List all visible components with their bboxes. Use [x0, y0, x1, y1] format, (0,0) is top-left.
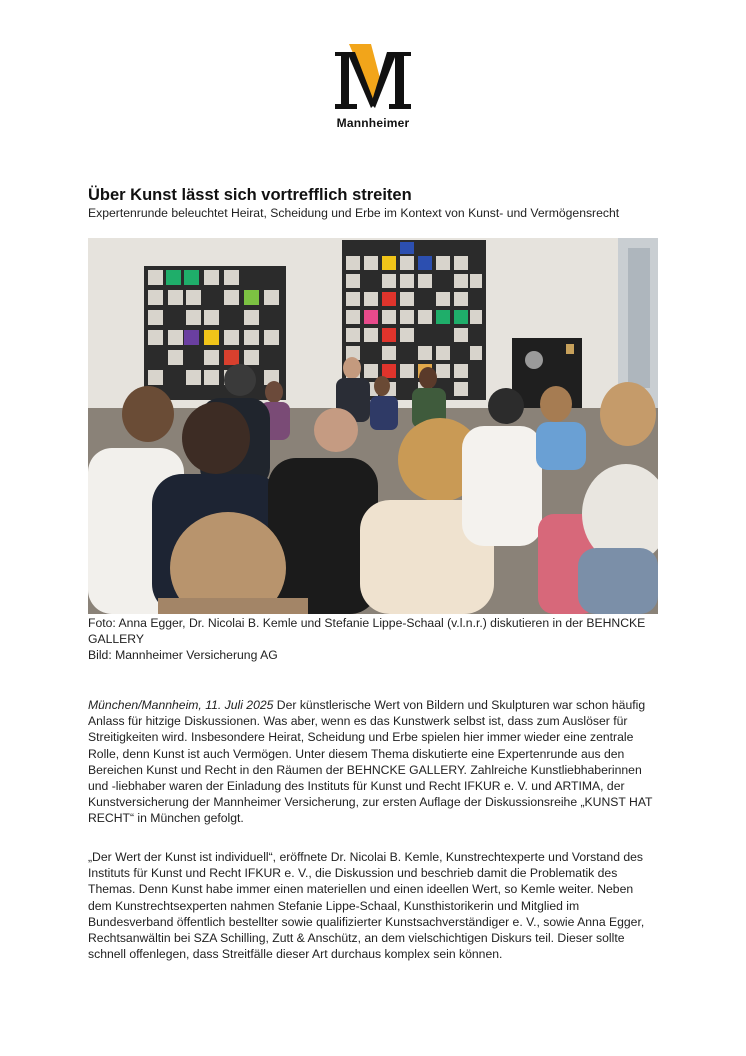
body-paragraph-2: „Der Wert der Kunst ist individuell“, eröffnete Dr. Nicolai B. Kemle, Kunstrechtexperte und Vorstand des Instituts für Kunst und Recht IFKUR e. V., die Diskussion und beschrieb damit die Problematik des Themas. Denn Kunst habe immer einen materiellen und einen ideellen Wert, so Kemle weiter. Neben dem Kunstrechtsexperten nahmen Stefanie Lippe-Schaal, Kunsthistorikerin und Mitglied im Bundesverband öffentlich bestellter sowie qualifizierter Kunstsachverständiger e. V., sowie Anna Egger, Rechtsanwältin bei SZA Schilling, Zutt & Anschütz, an dem vielschichtigen Diskurs teil. Dieser sollte schnell offenlegen, dass Streitfälle dieser Art durchaus komplex sein können.	[88, 850, 645, 962]
brand-name: Mannheimer	[336, 116, 410, 130]
caption-credit: Bild: Mannheimer Versicherung AG	[88, 648, 278, 662]
headline: Über Kunst lässt sich vortrefflich streiten	[88, 186, 412, 204]
paragraph-1-text: Der künstlerische Wert von Bildern und Skulpturen war schon häufig Anlass für hitzige Diskussionen. Was aber, wenn es das Kunstwerk selbst ist, dass zum Auslöser für Streitigkeiten wird. Insbesondere Heirat, Scheidung und Erbe spielen hier immer wieder eine zentrale Rolle, denn Kunst ist auch Vermögen. Unter diesem Thema diskutierte eine Expertenrunde aus den Bereichen Kunst und Recht in den Räumen der BEHNCKE GALLERY. Zahlreiche Kunstliebhaberinnen und -liebhaber waren der Einladung des Instituts für Kunst und Recht IFKUR e. V. und ARTIMA, der Kunstversicherung der Mannheimer Versicherung, zur ersten Auflage der Diskussionsreihe „KUNST HAT RECHT“ in München gefolgt.	[88, 698, 653, 826]
photo-image-icon	[88, 238, 658, 614]
dateline: München/Mannheim, 11. Juli 2025	[88, 698, 274, 712]
mannheimer-logo-mark-icon	[335, 42, 411, 114]
caption-text: Foto: Anna Egger, Dr. Nicolai B. Kemle und Stefanie Lippe-Schaal (v.l.n.r.) diskutieren in der BEHNCKE GALLERY	[88, 616, 646, 646]
photo-caption	[88, 615, 660, 663]
event-photo	[88, 238, 658, 614]
body-paragraph-1	[88, 697, 660, 827]
subline: Expertenrunde beleuchtet Heirat, Scheidung und Erbe im Kontext von Kunst- und Vermögensrecht	[88, 206, 620, 220]
mannheimer-logo	[330, 42, 416, 130]
